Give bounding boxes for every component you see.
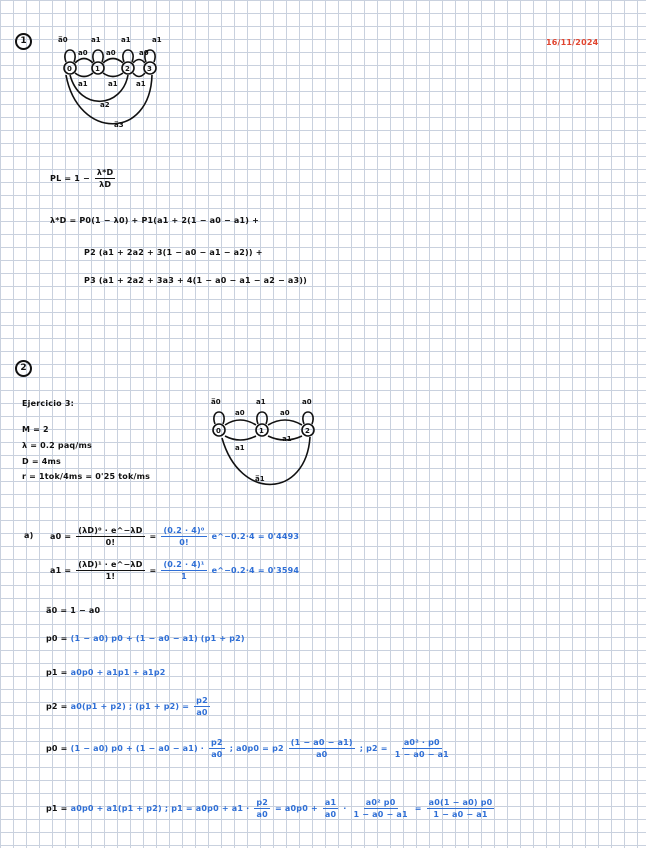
state-1-label: 1: [259, 427, 264, 435]
section-2-number: 2: [15, 360, 32, 377]
loop-2: [303, 412, 313, 424]
p2-lhs: p2 =: [46, 702, 68, 711]
loop-0: [214, 412, 224, 424]
l1-gnum: (1 − a0 − a1): [290, 738, 353, 747]
l1-gden: a0: [316, 750, 328, 759]
a1-formula: [50, 560, 299, 581]
edge-2-1-label: a1: [282, 435, 292, 443]
a0-lhs: a0 =: [50, 532, 72, 541]
edge-2-0-label: a̅1: [255, 475, 265, 483]
lambda-line-2: P2 (a1 + 2a2 + 3(1 − a0 − a1 − a2)) +: [84, 248, 263, 257]
edge-1-0-label: a1: [78, 80, 88, 88]
a0-bden: 0!: [179, 538, 189, 547]
edge-1-2: [268, 420, 302, 425]
a0-exp: e^−0.2·4: [211, 532, 255, 541]
a1-lhs: a1 =: [50, 566, 72, 575]
loop-1-label: a1: [91, 36, 101, 44]
l1-hnum: a0² · p0: [403, 738, 440, 747]
a0-bnum: (0.2 · 4)⁰: [163, 526, 205, 535]
abar-formula: a̅0 = 1 − a0: [46, 606, 101, 615]
a0-den: 0!: [105, 538, 116, 547]
section-1-number: 1: [15, 33, 32, 50]
param-r: r = 1tok/4ms = 0'25 tok/ms: [22, 472, 151, 481]
p1-derivation: [46, 798, 496, 819]
state-0-label: 0: [216, 427, 221, 435]
l2-lhs: p1 =: [46, 804, 68, 813]
a0-result: = 0'4493: [257, 532, 300, 541]
loop-0-label: a̅0: [58, 36, 68, 44]
edge-1-0: [225, 436, 256, 440]
param-lambda: λ = 0.2 paq/ms: [22, 441, 92, 450]
l2-iden: 1 − a0 − a1: [433, 810, 488, 819]
a1-bnum: (0.2 · 4)¹: [163, 560, 205, 569]
date: 16/11/2024: [546, 38, 599, 47]
edge-1-2-label: a0: [106, 49, 116, 57]
part-label: a): [24, 531, 34, 540]
loop-2-label: a1: [121, 36, 131, 44]
l1-lhs: p0 =: [46, 744, 68, 753]
l1-hden: 1 − a0 − a1: [394, 750, 449, 759]
state-2-label: 2: [125, 65, 130, 73]
a1-exp: e^−0.2·4: [211, 566, 255, 575]
l2-inum: a0(1 − a0) p0: [428, 798, 493, 807]
l1-fnum: p2: [211, 738, 223, 747]
a1-result: = 0'3594: [257, 566, 300, 575]
edge-2-0-label: a2: [100, 101, 110, 109]
a0-eq: =: [149, 532, 157, 541]
lambda-line-1: λ*D = P0(1 − λ0) + P1(a1 + 2(1 − a0 − a1) +: [50, 216, 259, 225]
loop-3-label: a1: [152, 36, 162, 44]
edge-3-0-label: a̅3: [114, 121, 124, 129]
loop-1: [257, 412, 267, 424]
pl-num: λ*D: [96, 168, 114, 177]
p0-derivation: [46, 738, 453, 759]
p1-formula: [46, 668, 166, 677]
a1-num: (λD)¹ · e^−λD: [78, 560, 143, 569]
p1-lhs: p1 =: [46, 668, 68, 677]
param-d: D = 4ms: [22, 457, 61, 466]
edge-0-1-label: a0: [78, 49, 88, 57]
p0-rhs: (1 − a0) p0 + (1 − a0 − a1) (p1 + p2): [70, 634, 245, 643]
a1-bden: 1: [181, 572, 187, 581]
l2-fnum: p2: [256, 798, 269, 807]
l2-gnum: a1: [324, 798, 337, 807]
lambda-line-3: P3 (a1 + 2a2 + 3a3 + 4(1 − a0 − a1 − a2 − a3)): [84, 276, 307, 285]
l1-a: (1 − a0) p0 + (1 − a0 − a1) ·: [70, 744, 205, 753]
p0-lhs: p0 =: [46, 634, 68, 643]
edge-1-0-label: a1: [235, 444, 245, 452]
edge-0-1-label: a0: [235, 409, 245, 417]
state-2-label: 2: [305, 427, 310, 435]
state-0-label: 0: [67, 65, 72, 73]
edge-3-2-label: a1: [136, 80, 146, 88]
l2-a: a0p0 + a1(p1 + p2) ; p1 = a0p0 + a1 ·: [70, 804, 250, 813]
a1-den: 1!: [105, 572, 116, 581]
a0-num: (λD)⁰ · e^−λD: [78, 526, 143, 535]
p2-fden: a0: [196, 708, 208, 717]
l2-b: = a0p0 +: [275, 804, 318, 813]
edge-2-3-label: a0: [139, 49, 149, 57]
l1-fden: a0: [211, 750, 223, 759]
l2-gden: a0: [324, 810, 337, 819]
pl-den: λD: [99, 180, 112, 189]
p2-fnum: p2: [196, 696, 208, 705]
param-m: M = 2: [22, 425, 49, 434]
state-3-label: 3: [147, 65, 152, 73]
loop-0-label: a̅0: [211, 398, 221, 406]
edge-0-1: [225, 420, 256, 425]
loop-1-label: a1: [256, 398, 266, 406]
pl-lhs: PL = 1 −: [50, 174, 90, 183]
l2-hden: 1 − a0 − a1: [353, 810, 408, 819]
state-1-label: 1: [95, 65, 100, 73]
loop-2-label: a0: [302, 398, 312, 406]
exercise-title: Ejercicio 3:: [22, 399, 74, 408]
a0-formula: [50, 526, 299, 547]
edge-2-1-label: a1: [108, 80, 118, 88]
l1-b: ; a0p0 = p2: [229, 744, 284, 753]
a1-eq: =: [149, 566, 157, 575]
p1-rhs: a0p0 + a1p1 + a1p2: [70, 668, 166, 677]
edge-1-2-label: a0: [280, 409, 290, 417]
p2-rhs: a0(p1 + p2) ; (p1 + p2) =: [70, 702, 190, 711]
l2-c: ·: [343, 804, 347, 813]
l2-hnum: a0² p0: [365, 798, 396, 807]
l2-d: =: [414, 804, 422, 813]
p0-formula: [46, 634, 245, 643]
l1-c: ; p2 =: [359, 744, 388, 753]
l2-fden: a0: [256, 810, 268, 819]
p2-formula: [46, 696, 212, 717]
